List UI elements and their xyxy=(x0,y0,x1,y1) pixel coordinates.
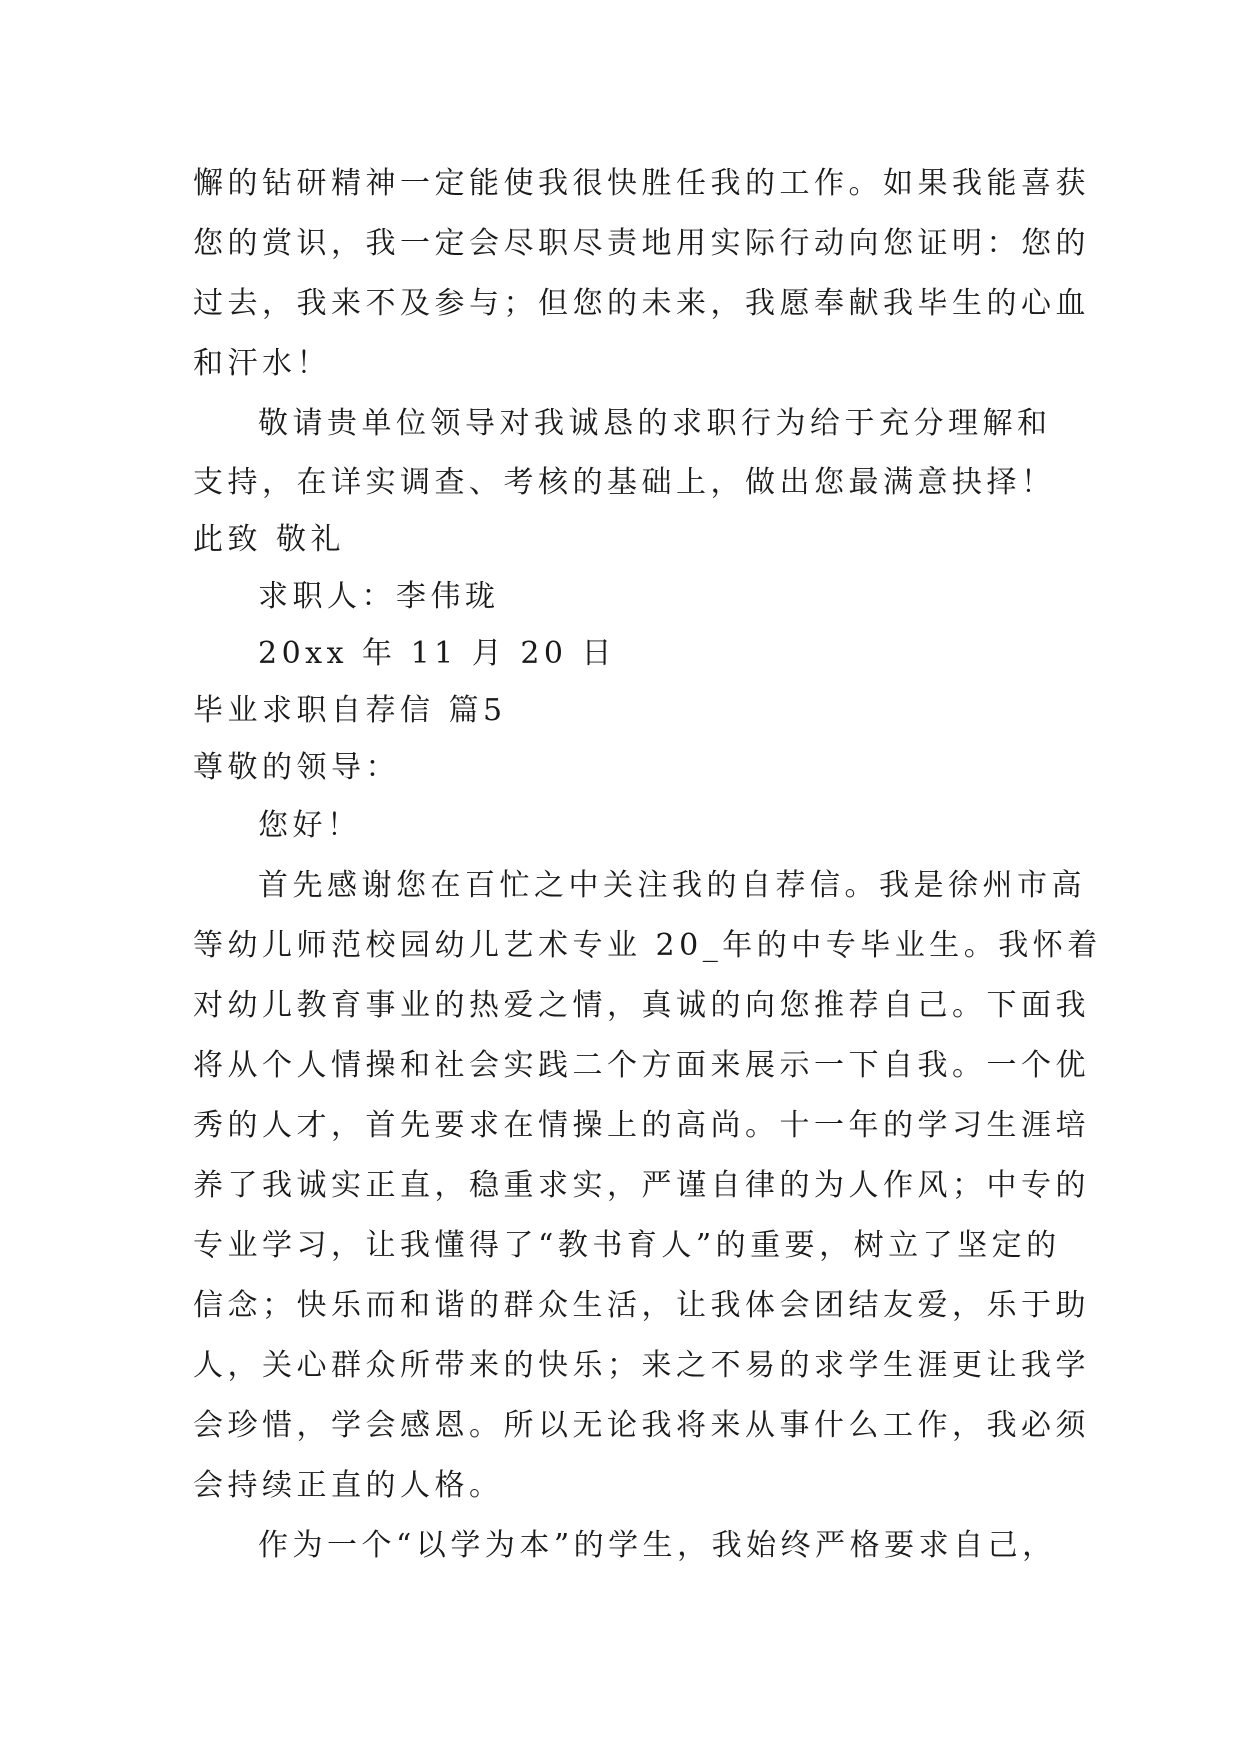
signature-name: 求职人：李伟珑 xyxy=(258,579,500,614)
text-line: 支持，在详实调查、考核的基础上，做出您最满意抉择！ xyxy=(193,465,1056,500)
text-line: 秀的人才，首先要求在情操上的高尚。十一年的学习生涯培 xyxy=(193,1108,1090,1143)
text-line: 养了我诚实正直，稳重求实，严谨自律的为人作风；中专的 xyxy=(193,1168,1090,1203)
text-line: 会持续正直的人格。 xyxy=(193,1468,504,1503)
closing-salutation: 此致 敬礼 xyxy=(193,522,346,557)
greeting: 您好！ xyxy=(258,808,362,843)
salutation: 尊敬的领导： xyxy=(193,750,400,785)
signature-date: 20xx 年 11 月 20 日 xyxy=(258,636,617,671)
text-line: 会珍惜，学会感恩。所以无论我将来从事什么工作，我必须 xyxy=(193,1408,1090,1443)
text-line: 过去，我来不及参与；但您的未来，我愿奉献我毕生的心血 xyxy=(193,286,1090,321)
text-line: 懈的钻研精神一定能使我很快胜任我的工作。如果我能喜获 xyxy=(193,166,1090,201)
text-line: 和汗水！ xyxy=(193,346,331,381)
section-title: 毕业求职自荐信 篇5 xyxy=(193,693,507,728)
text-line: 首先感谢您在百忙之中关注我的自荐信。我是徐州市高 xyxy=(258,868,1086,903)
text-line: 您的赏识，我一定会尽职尽责地用实际行动向您证明：您的 xyxy=(193,226,1090,261)
text-line: 专业学习，让我懂得了“教书育人”的重要，树立了坚定的 xyxy=(193,1228,1061,1263)
text-line: 作为一个“以学为本”的学生，我始终严格要求自己， xyxy=(258,1528,1057,1563)
text-line: 等幼儿师范校园幼儿艺术专业 20_年的中专毕业生。我怀着 xyxy=(193,928,1102,963)
text-line: 人，关心群众所带来的快乐；来之不易的求学生涯更让我学 xyxy=(193,1348,1090,1383)
text-line: 对幼儿教育事业的热爱之情，真诚的向您推荐自己。下面我 xyxy=(193,988,1090,1023)
text-line: 将从个人情操和社会实践二个方面来展示一下自我。一个优 xyxy=(193,1048,1090,1083)
text-line: 敬请贵单位领导对我诚恳的求职行为给于充分理解和 xyxy=(258,406,1052,441)
text-line: 信念；快乐而和谐的群众生活，让我体会团结友爱，乐于助 xyxy=(193,1288,1090,1323)
